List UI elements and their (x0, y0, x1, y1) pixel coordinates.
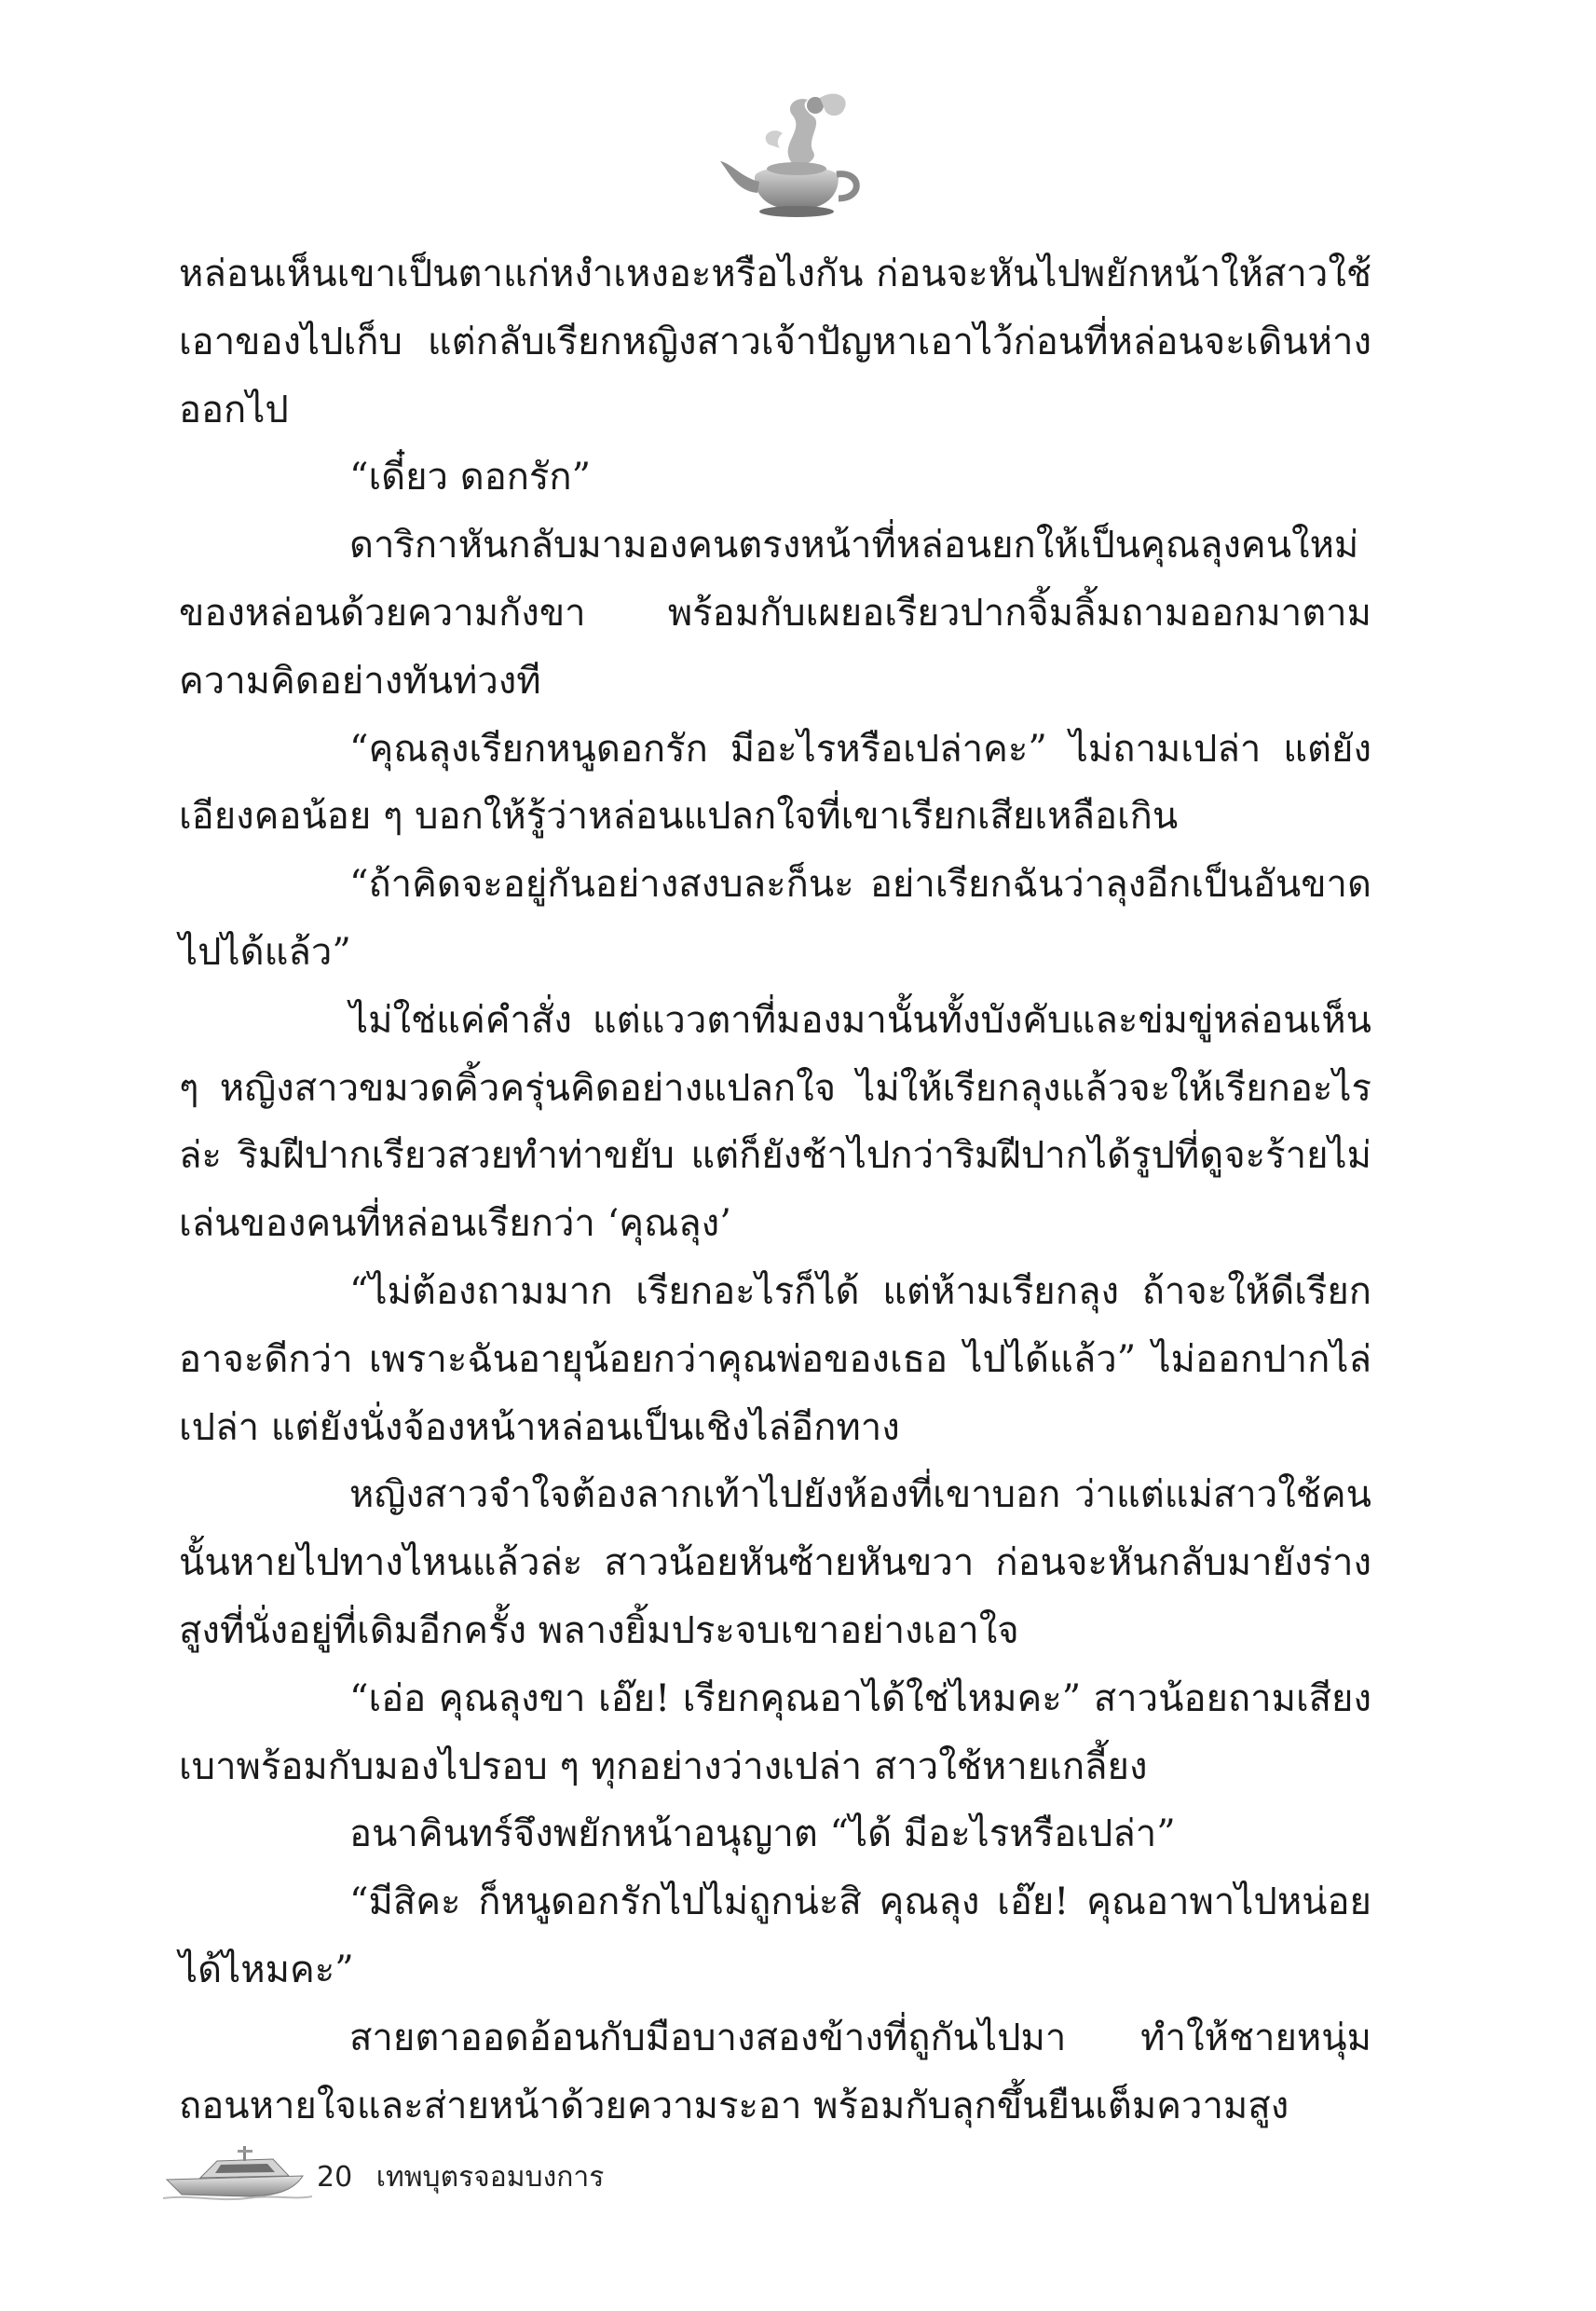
paragraph: “ถ้าคิดจะอยู่กันอย่างสงบละก็นะ อย่าเรียกฉันว่าลุงอีกเป็นอันขาด ไปได้แล้ว” (179, 863, 1371, 974)
paragraph: “เดี๋ยว ดอกรัก” (349, 456, 592, 499)
paragraph: หล่อนเห็นเขาเป็นตาแก่หงำเหงอะหรือไงกัน ก่อนจะหันไปพยักหน้าให้สาวใช้เอาของไปเก็บ แต่กลับเรียกหญิงสาวเจ้าปัญหาเอาไว้ก่อนที่หล่อนจะเดินห่างออกไป (179, 253, 1371, 431)
paragraph: ไม่ใช่แค่คำสั่ง แต่แววตาที่มองมานั้นทั้งบังคับและข่มขู่หล่อนเห็น ๆ หญิงสาวขมวดคิ้วครุ่นคิดอย่างแปลกใจ ไม่ให้เรียกลุงแล้วจะให้เรียกอะไรล่ะ ริมฝีปากเรียวสวยทำท่าขยับ แต่ก็ยังช้าไปกว่าริมฝีปากได้รูปที่ดูจะร้ายไม่เล่นของคนที่หล่อนเรียกว่า ‘คุณลุง’ (179, 998, 1371, 1246)
page-footer (163, 2139, 1002, 2213)
footer-caption (317, 2159, 604, 2196)
paragraph: สายตาออดอ้อนกับมือบางสองข้างที่ถูกันไปมา ทำให้ชายหนุ่มถอนหายใจและส่ายหน้าด้วยความระอา พร้อมกับลุกขึ้นยืนเต็มความสูง (179, 2016, 1371, 2127)
paragraph: อนาคินทร์จึงพยักหน้าอนุญาต “ได้ มีอะไรหรือเปล่า” (349, 1812, 1176, 1856)
book-title: เทพบุตรจอมบงการ (375, 2161, 605, 2194)
teapot-ornament-icon (703, 89, 890, 228)
paragraph: “ไม่ต้องถามมาก เรียกอะไรก็ได้ แต่ห้ามเรียกลุง ถ้าจะให้ดีเรียกอาจะดีกว่า เพราะฉันอายุน้อยกว่าคุณพ่อของเธอ ไปได้แล้ว” ไม่ออกปากไล่เปล่า แต่ยังนั่งจ้องหน้าหล่อนเป็นเชิงไล่อีกทาง (179, 1269, 1371, 1449)
paragraph: ดาริกาหันกลับมามองคนตรงหน้าที่หล่อนยกให้เป็นคุณลุงคนใหม่ของหล่อนด้วยความกังขา พร้อมกับเผยอเรียวปากจิ้มลิ้มถามออกมาตามความคิดอย่างทันท่วงที (179, 524, 1371, 703)
paragraph: “มีสิคะ ก็หนูดอกรักไปไม่ถูกน่ะสิ คุณลุง เอ๊ย! คุณอาพาไปหน่อยได้ไหมคะ” (179, 1880, 1371, 1991)
paragraph: หญิงสาวจำใจต้องลากเท้าไปยังห้องที่เขาบอก ว่าแต่แม่สาวใช้คนนั้นหายไปทางไหนแล้วล่ะ สาวน้อยหันซ้ายหันขวา ก่อนจะหันกลับมายังร่างสูงที่นั่งอยู่ที่เดิมอีกครั้ง พลางยิ้มประจบเขาอย่างเอาใจ (179, 1473, 1371, 1652)
yacht-icon (163, 2139, 312, 2204)
page-number: 20 (317, 2161, 353, 2194)
paragraph: “เอ่อ คุณลุงขา เอ๊ย! เรียกคุณอาได้ใช่ไหมคะ” สาวน้อยถามเสียงเบาพร้อมกับมองไปรอบ ๆ ทุกอย่างว่างเปล่า สาวใช้หายเกลี้ยง (179, 1676, 1371, 1788)
body-text (179, 240, 1371, 2140)
paragraph: “คุณลุงเรียกหนูดอกรัก มีอะไรหรือเปล่าคะ” ไม่ถามเปล่า แต่ยังเอียงคอน้อย ๆ บอกให้รู้ว่าหล่อนแปลกใจที่เขาเรียกเสียเหลือเกิน (179, 727, 1371, 839)
